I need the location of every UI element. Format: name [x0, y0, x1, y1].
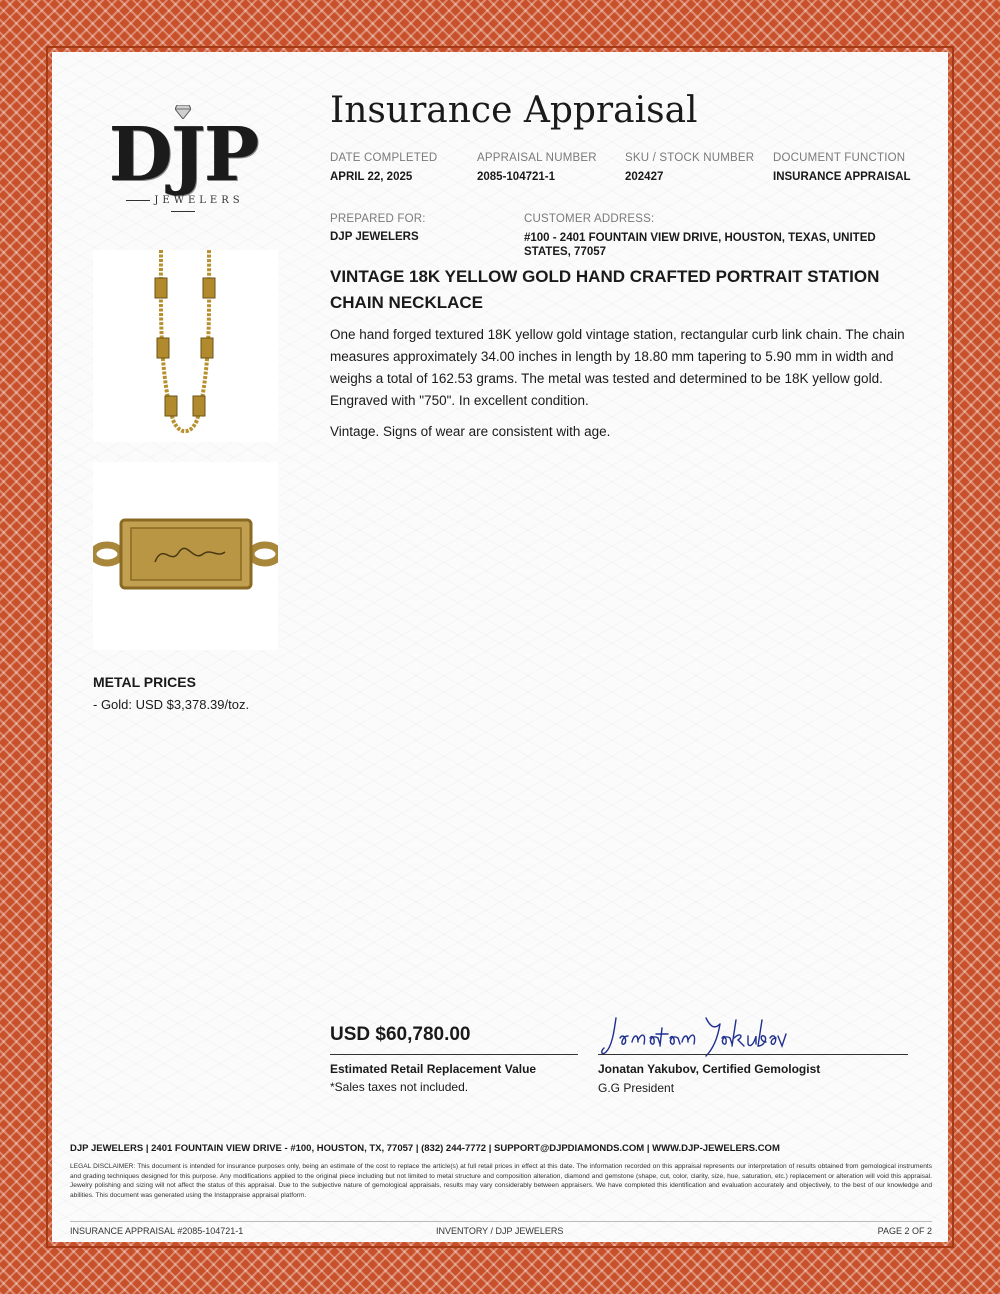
replacement-value-label: Estimated Retail Replacement Value — [330, 1062, 537, 1076]
document-function-value: INSURANCE APPRAISAL — [773, 171, 911, 183]
date-completed-label: DATE COMPLETED — [330, 152, 438, 164]
prepared-for-label: PREPARED FOR: — [330, 213, 426, 225]
footer-contact: DJP JEWELERS | 2401 FOUNTAIN VIEW DRIVE - #100, HOUSTON, TX, 77057 | (832) 244-7772 | SUPPORT@DJPDIAMONDS.COM | WWW.DJP-JEWELERS.COM — [70, 1143, 780, 1154]
logo-subtitle: JEWELERS — [108, 195, 258, 217]
footer-divider — [70, 1221, 932, 1222]
document-function-label: DOCUMENT FUNCTION — [773, 152, 906, 164]
logo-letters: DJP — [108, 112, 258, 198]
sku-value: 202427 — [625, 171, 664, 183]
signature-rule — [598, 1054, 908, 1055]
signature-image — [598, 1012, 788, 1060]
customer-address-label: CUSTOMER ADDRESS: — [524, 213, 655, 225]
djp-logo — [108, 105, 258, 213]
gemologist-name: Jonatan Yakubov, Certified Gemologist — [598, 1062, 821, 1076]
date-completed-value: APRIL 22, 2025 — [330, 171, 413, 183]
sku-label: SKU / STOCK NUMBER — [625, 152, 755, 164]
customer-address-value: #100 - 2401 FOUNTAIN VIEW DRIVE, HOUSTON, TEXAS, UNITED STATES, 77057 — [524, 232, 876, 258]
metal-prices-title: METAL PRICES — [93, 674, 196, 690]
prepared-for-value: DJP JEWELERS — [330, 231, 419, 243]
gemologist-title: G.G President — [598, 1081, 675, 1095]
legal-disclaimer: LEGAL DISCLAIMER: This document is intended for insurance purposes only, being an estimate of the cost to replace the article(s) at full retail prices in effect at this date. The information recorded on this appraisal represents our interpretation of results obtained from gemological instruments and grading techniques designed for this purpose. Any modifications applied to the original piece including but not limited to metal structure and composition alteration, diamond and gemstone (shape, cut, color, clarity, size, hue, saturation, etc.) replacement or alteration will void this appraisal. Jewelry polishing and sizing will not affect the status of this appraisal. Due to the subjective nature of gemological appraisals, results may vary considerably between appraisers. We have completed this identification and evaluation accurately and objectively, to the best of our knowledge and abilities. This document was generated using the Instappraise appraisal platform. — [70, 1163, 932, 1199]
page-title: Insurance Appraisal — [330, 90, 698, 131]
item-title: VINTAGE 18K YELLOW GOLD HAND CRAFTED PORTRAIT STATION CHAIN NECKLACE — [330, 267, 880, 312]
footer-inventory: INVENTORY / DJP JEWELERS — [436, 1226, 564, 1236]
necklace-illustration — [93, 250, 278, 442]
appraisal-number-label: APPRAISAL NUMBER — [477, 152, 597, 164]
sales-tax-note: *Sales taxes not included. — [330, 1080, 469, 1094]
page-number: PAGE 2 OF 2 — [877, 1226, 932, 1236]
item-note: Vintage. Signs of wear are consistent with age. — [330, 424, 611, 439]
plaque-photo — [93, 462, 278, 650]
plaque-illustration — [93, 462, 278, 650]
value-rule — [330, 1054, 578, 1055]
item-description: One hand forged textured 18K yellow gold vintage station, rectangular curb link chain. The chain measures approximately 34.00 inches in length by 18.80 mm tapering to 5.90 mm in width and weighs a total of 162.53 grams. The metal was tested and determined to be 18K yellow gold. Engraved with "750". In excellent condition. — [330, 327, 905, 408]
appraisal-number-value: 2085-104721-1 — [477, 171, 556, 183]
footer-appraisal-id: INSURANCE APPRAISAL #2085-104721-1 — [70, 1226, 244, 1236]
replacement-value: USD $60,780.00 — [330, 1024, 471, 1045]
gold-price: - Gold: USD $3,378.39/toz. — [93, 697, 250, 712]
necklace-photo — [93, 250, 278, 442]
